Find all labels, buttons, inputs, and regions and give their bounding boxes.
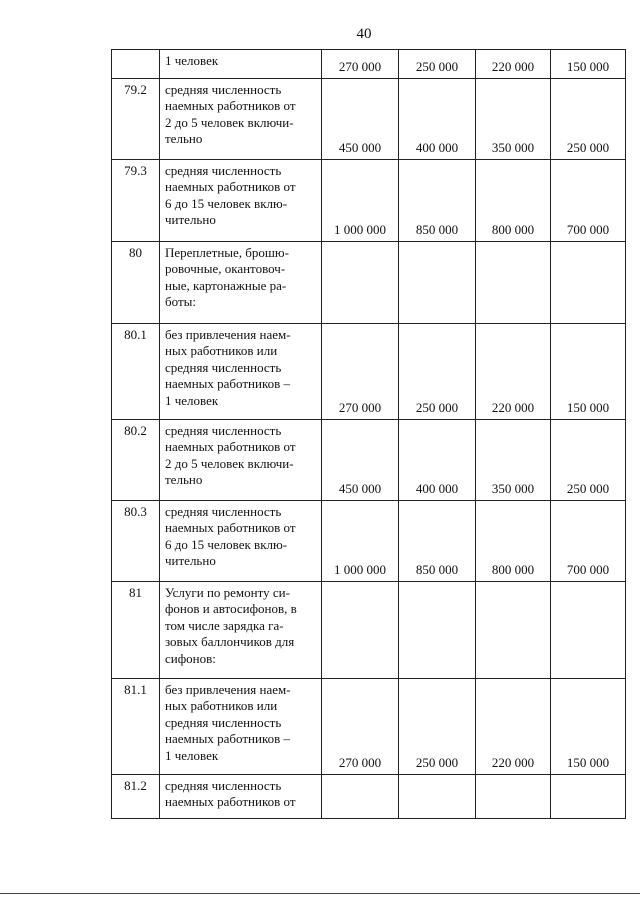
row-description-cell (160, 582, 322, 679)
description-line: ных работников или (165, 698, 278, 714)
value-cell: 450 000 (322, 420, 399, 501)
tariff-table (111, 49, 626, 819)
description-line: тельно (165, 131, 203, 147)
description-line: Переплетные, брошю- (165, 245, 289, 260)
row-number-cell (112, 50, 160, 79)
value-cell (551, 582, 626, 679)
table-row (112, 420, 626, 501)
row-description-cell (160, 324, 322, 420)
description-line: ных работников или (165, 343, 278, 359)
row-description-cell (160, 79, 322, 160)
description-line: средняя численность (165, 423, 282, 438)
value-cell (322, 775, 399, 819)
value-cell: 270 000 (322, 679, 399, 775)
description-line: средняя численность (165, 504, 282, 519)
value-cell: 850 000 (399, 160, 476, 242)
description-line: сифонов: (165, 650, 216, 666)
value-cell (399, 242, 476, 324)
value-cell: 150 000 (551, 679, 626, 775)
value-cell (551, 775, 626, 819)
value-cell: 400 000 (399, 420, 476, 501)
value-cell: 270 000 (322, 324, 399, 420)
value-cell (551, 242, 626, 324)
description-line: наемных работников от (165, 179, 296, 195)
value-cell: 150 000 (551, 324, 626, 420)
description-line: 6 до 15 человек вклю- (165, 536, 288, 552)
row-description-cell (160, 679, 322, 775)
value-cell (399, 775, 476, 819)
value-cell (322, 242, 399, 324)
description-line: средняя численность (165, 714, 282, 730)
row-description-cell (160, 775, 322, 819)
value-cell: 250 000 (551, 79, 626, 160)
value-cell: 150 000 (551, 50, 626, 79)
value-cell: 250 000 (399, 679, 476, 775)
value-cell: 350 000 (476, 420, 551, 501)
value-cell: 800 000 (476, 160, 551, 242)
description-line: наемных работников от (165, 439, 296, 455)
value-cell: 250 000 (551, 420, 626, 501)
description-line: 6 до 15 человек вклю- (165, 195, 288, 211)
value-cell (476, 775, 551, 819)
table-row (112, 679, 626, 775)
value-cell: 220 000 (476, 324, 551, 420)
value-cell: 220 000 (476, 50, 551, 79)
table-row (112, 775, 626, 819)
row-description-cell (160, 242, 322, 324)
row-number-cell: 80.2 (112, 420, 160, 501)
description-line: 1 человек (165, 53, 219, 68)
description-line: Услуги по ремонту си- (165, 585, 290, 600)
description-line: тельно (165, 472, 203, 488)
description-line: боты: (165, 294, 196, 310)
description-line: 2 до 5 человек включи- (165, 455, 294, 471)
row-number-cell: 81 (112, 582, 160, 679)
description-line: 1 человек (165, 747, 219, 763)
description-line: ные, картонажные ра- (165, 277, 287, 293)
table-row (112, 79, 626, 160)
row-number-cell: 81.1 (112, 679, 160, 775)
description-line: 1 человек (165, 392, 219, 408)
table-row (112, 242, 626, 324)
table-row (112, 50, 626, 79)
description-line: без привлечения наем- (165, 682, 291, 697)
description-line: наемных работников – (165, 376, 291, 392)
value-cell: 800 000 (476, 501, 551, 582)
description-line: наемных работников от (165, 520, 296, 536)
value-cell: 350 000 (476, 79, 551, 160)
value-cell: 700 000 (551, 501, 626, 582)
row-description-cell (160, 160, 322, 242)
value-cell: 270 000 (322, 50, 399, 79)
table-row (112, 324, 626, 420)
row-number-cell: 79.3 (112, 160, 160, 242)
row-number-cell: 80 (112, 242, 160, 324)
description-line: том числе зарядка га- (165, 617, 284, 633)
description-line: средняя численность (165, 82, 282, 97)
row-description-cell (160, 501, 322, 582)
description-line: средняя численность (165, 359, 282, 375)
page-number: 40 (356, 26, 372, 42)
row-number-cell: 79.2 (112, 79, 160, 160)
table-body (112, 50, 626, 819)
description-line: фонов и автосифонов, в (165, 601, 297, 617)
value-cell (476, 582, 551, 679)
description-line: средняя численность (165, 778, 282, 793)
row-number-cell: 81.2 (112, 775, 160, 819)
value-cell: 250 000 (399, 50, 476, 79)
description-line: 2 до 5 человек включи- (165, 114, 294, 130)
value-cell: 1 000 000 (322, 501, 399, 582)
value-cell: 850 000 (399, 501, 476, 582)
value-cell: 400 000 (399, 79, 476, 160)
description-line: зовых баллончиков для (165, 634, 295, 650)
description-line: средняя численность (165, 163, 282, 178)
row-number-cell: 80.3 (112, 501, 160, 582)
value-cell: 700 000 (551, 160, 626, 242)
value-cell: 220 000 (476, 679, 551, 775)
row-description-cell (160, 420, 322, 501)
page-bottom-rule (0, 893, 640, 894)
row-description-cell (160, 50, 322, 79)
description-line: наемных работников от (165, 794, 296, 810)
value-cell: 1 000 000 (322, 160, 399, 242)
row-number-cell: 80.1 (112, 324, 160, 420)
value-cell (476, 242, 551, 324)
table-row (112, 582, 626, 679)
table-row (112, 501, 626, 582)
value-cell: 450 000 (322, 79, 399, 160)
description-line: чительно (165, 212, 216, 228)
description-line: ровочные, окантовоч- (165, 261, 286, 277)
value-cell (322, 582, 399, 679)
value-cell: 250 000 (399, 324, 476, 420)
table-row (112, 160, 626, 242)
value-cell (399, 582, 476, 679)
description-line: чительно (165, 553, 216, 569)
description-line: наемных работников – (165, 731, 291, 747)
description-line: без привлечения наем- (165, 327, 291, 342)
description-line: наемных работников от (165, 98, 296, 114)
